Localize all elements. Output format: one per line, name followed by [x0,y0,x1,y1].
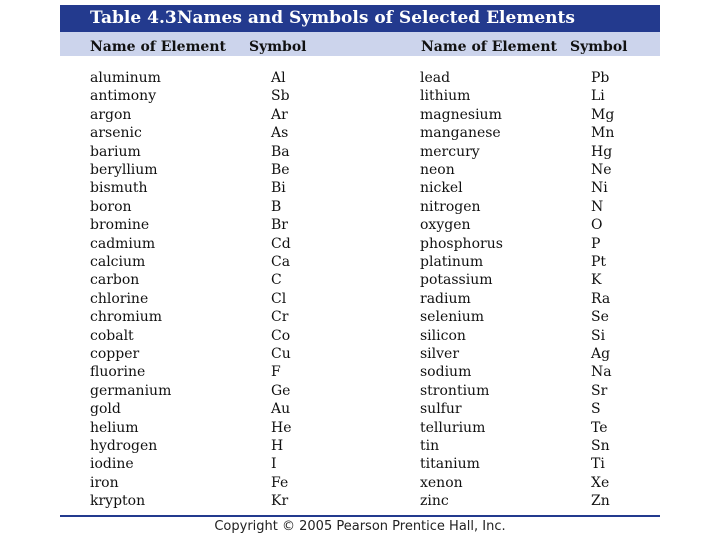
element-symbol: Se [591,309,609,326]
table-row [60,179,660,197]
element-name: iodine [90,456,134,473]
element-symbol: Cd [271,235,291,252]
element-symbol: Pb [591,70,610,86]
element-name: cadmium [90,235,156,252]
table-row [60,235,660,253]
element-symbol: P [591,235,601,252]
element-name: tin [420,438,440,454]
element-name: magnesium [420,106,502,123]
element-symbol: Au [271,401,291,418]
table-header-row [60,32,660,56]
element-symbol: H [271,438,284,454]
table-row [60,87,660,105]
element-name: chromium [90,309,163,326]
table-row [60,363,660,381]
element-name: aluminum [90,70,161,86]
table-row [60,308,660,326]
element-name: gold [90,401,121,418]
element-symbol: Cl [271,290,287,307]
table-row [60,345,660,363]
table-row [60,474,660,492]
table-row [60,419,660,437]
element-symbol: Sn [591,438,610,454]
table-label: Table 4.3 [90,8,177,28]
element-name: lead [420,70,451,86]
element-symbol: Cr [271,309,289,326]
element-symbol: C [271,272,282,289]
element-name: antimony [90,88,157,105]
element-symbol: He [271,419,292,436]
element-name: lithium [420,88,471,105]
element-symbol: Hg [591,143,613,160]
element-symbol: F [271,364,281,381]
element-symbol: Sb [271,88,290,105]
table-row [60,455,660,473]
element-symbol: N [591,198,604,215]
table-row [60,253,660,271]
element-name: boron [90,198,132,215]
element-name: carbon [90,272,140,289]
element-name: radium [420,290,471,307]
element-symbol: Cu [271,346,291,362]
element-table [60,5,660,517]
element-name: iron [90,474,119,491]
element-name: nickel [420,180,463,197]
table-row [60,492,660,510]
element-name: silver [420,346,460,362]
element-name: copper [90,346,140,362]
header-left-name: Name of Element [90,39,226,55]
element-symbol: Co [271,327,291,344]
element-symbol: Ti [591,456,605,473]
element-name: tellurium [420,419,486,436]
header-left-symbol: Symbol [249,39,307,55]
element-symbol: As [271,125,289,142]
element-name: titanium [420,456,480,473]
element-name: germanium [90,382,172,399]
element-name: selenium [420,309,485,326]
element-symbol: Ca [271,254,291,270]
element-name: sodium [420,364,472,381]
element-name: helium [90,419,139,436]
element-symbol: Mg [591,106,615,123]
element-name: strontium [420,382,490,399]
element-symbol: S [591,401,601,418]
table-row [60,124,660,142]
element-name: beryllium [90,162,158,178]
element-symbol: Ba [271,143,290,160]
table-row [60,143,660,161]
element-symbol: Xe [591,474,610,491]
element-name: hydrogen [90,438,158,454]
element-symbol: Bi [271,180,286,197]
table-row [60,400,660,418]
table-row [60,290,660,308]
element-name: chlorine [90,290,149,307]
element-name: potassium [420,272,493,289]
element-name: krypton [90,493,146,510]
element-symbol: I [271,456,277,473]
element-symbol: Na [591,364,612,381]
element-name: fluorine [90,364,146,381]
table-title-bar [60,5,660,32]
element-name: silicon [420,327,466,344]
table-row [60,271,660,289]
table-title: Names and Symbols of Selected Elements [177,8,575,28]
element-name: bromine [90,217,150,234]
element-name: arsenic [90,125,142,142]
element-name: neon [420,162,455,178]
element-name: cobalt [90,327,134,344]
element-name: manganese [420,125,501,142]
table-row [60,161,660,179]
element-symbol: Ra [591,290,611,307]
element-symbol: Ni [591,180,608,197]
element-symbol: Be [271,162,290,178]
element-symbol: Ag [591,346,611,362]
element-symbol: Te [591,419,608,436]
element-name: nitrogen [420,198,481,215]
element-symbol: Li [591,88,605,105]
element-symbol: Br [271,217,288,234]
table-row [60,382,660,400]
element-name: phosphorus [420,235,503,252]
header-right-symbol: Symbol [570,39,628,55]
element-name: mercury [420,143,480,160]
element-symbol: Fe [271,474,289,491]
element-name: oxygen [420,217,471,234]
table-row [60,216,660,234]
table-row [60,437,660,455]
element-name: calcium [90,254,146,270]
element-name: platinum [420,254,484,270]
copyright-notice: Copyright © 2005 Pearson Prentice Hall, Inc. [214,519,506,534]
element-name: xenon [420,474,463,491]
element-name: barium [90,143,141,160]
table-bottom-rule [60,515,660,517]
element-name: argon [90,106,132,123]
table-row [60,198,660,216]
element-symbol: K [591,272,602,289]
element-symbol: Ge [271,382,291,399]
element-symbol: Si [591,327,606,344]
element-symbol: Al [271,70,286,86]
element-symbol: Pt [591,254,607,270]
element-symbol: Ne [591,162,612,178]
element-symbol: Kr [271,493,289,510]
element-symbol: O [591,217,603,234]
element-symbol: Sr [591,382,608,399]
element-symbol: Zn [591,493,610,510]
element-symbol: Mn [591,125,615,142]
header-right-name: Name of Element [421,39,557,55]
element-name: zinc [420,493,449,510]
element-name: bismuth [90,180,148,197]
element-symbol: B [271,198,282,215]
table-row [60,327,660,345]
table-row [60,106,660,124]
element-name: sulfur [420,401,462,418]
table-row [60,69,660,87]
element-symbol: Ar [271,106,288,123]
